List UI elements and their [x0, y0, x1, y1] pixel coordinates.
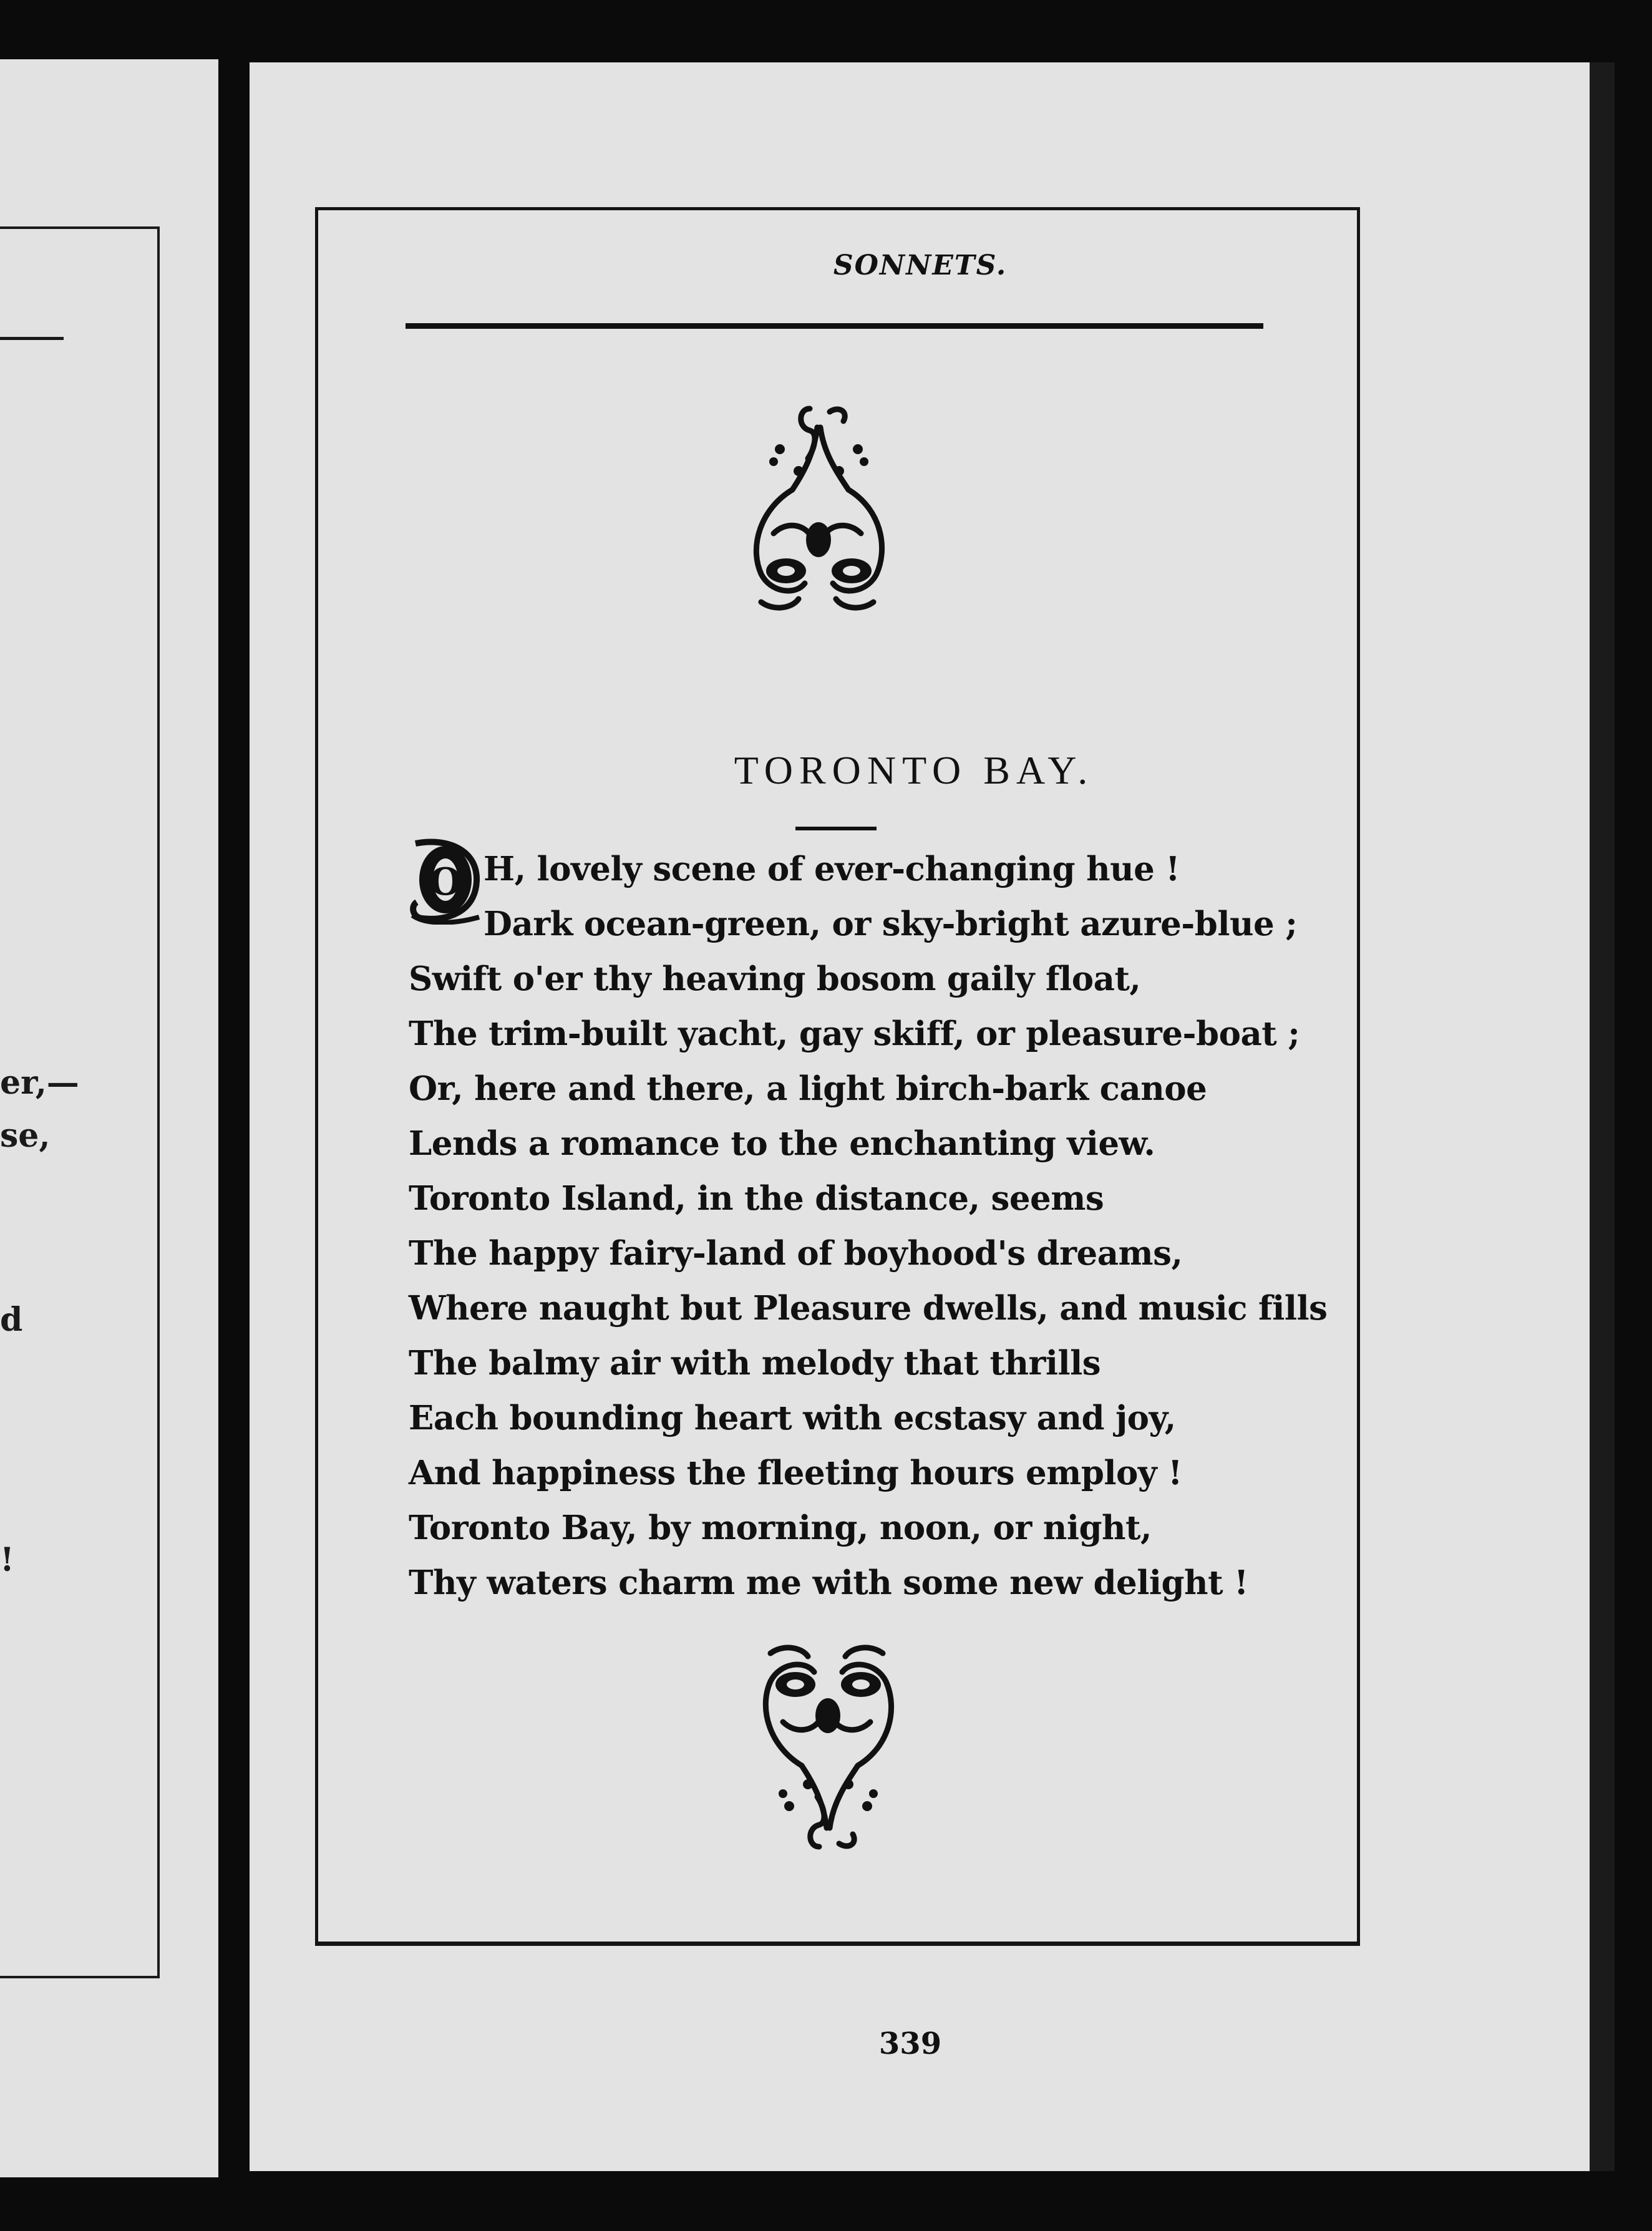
page-edge	[1590, 62, 1615, 2171]
poem-line: Or, here and there, a light birch-bark canoe	[409, 1069, 1207, 1108]
poem-line: Toronto Bay, by morning, noon, or night,	[409, 1509, 1152, 1547]
poem-line: And happiness the fleeting hours employ !	[409, 1454, 1182, 1492]
facing-page-fragment: d	[0, 1301, 23, 1339]
running-head: SONNETS.	[833, 250, 1008, 281]
poem-line: The trim-built yacht, gay skiff, or pleasure-boat ;	[409, 1014, 1300, 1053]
facing-page-frame	[0, 226, 160, 1978]
poem-line: Thy waters charm me with some new delight !	[409, 1563, 1248, 1602]
svg-text:O: O	[429, 860, 462, 904]
facing-page-fragment: er,—	[0, 1064, 79, 1102]
page-number: 339	[878, 2026, 942, 2061]
facing-page-rule	[0, 337, 64, 340]
facing-page-fragment: !	[0, 1541, 14, 1579]
poem-line: Each bounding heart with ecstasy and joy,	[409, 1399, 1176, 1437]
poem-line: H, lovely scene of ever-changing hue !	[483, 850, 1180, 888]
poem-line: Lends a romance to the enchanting view.	[409, 1124, 1155, 1163]
facing-page-fragment: se,	[0, 1117, 51, 1155]
top-floral-ornament	[736, 402, 898, 618]
book-page	[250, 62, 1591, 2171]
header-rule	[406, 323, 1263, 329]
poem-line: The balmy air with melody that thrills	[409, 1344, 1101, 1383]
poem-line: Swift o'er thy heaving bosom gaily float,	[409, 960, 1141, 998]
poem-line: Dark ocean-green, or sky-bright azure-blue ;	[483, 905, 1298, 943]
title-rule	[795, 827, 877, 830]
bottom-floral-ornament	[746, 1638, 908, 1853]
poem-title: TORONTO BAY.	[734, 748, 1094, 792]
ornamental-drop-cap	[409, 837, 482, 925]
facing-page	[0, 59, 218, 2177]
poem-line: Toronto Island, in the distance, seems	[409, 1179, 1104, 1218]
poem-line: Where naught but Pleasure dwells, and music fills	[409, 1289, 1328, 1328]
poem-line: The happy fairy-land of boyhood's dreams,	[409, 1234, 1183, 1273]
